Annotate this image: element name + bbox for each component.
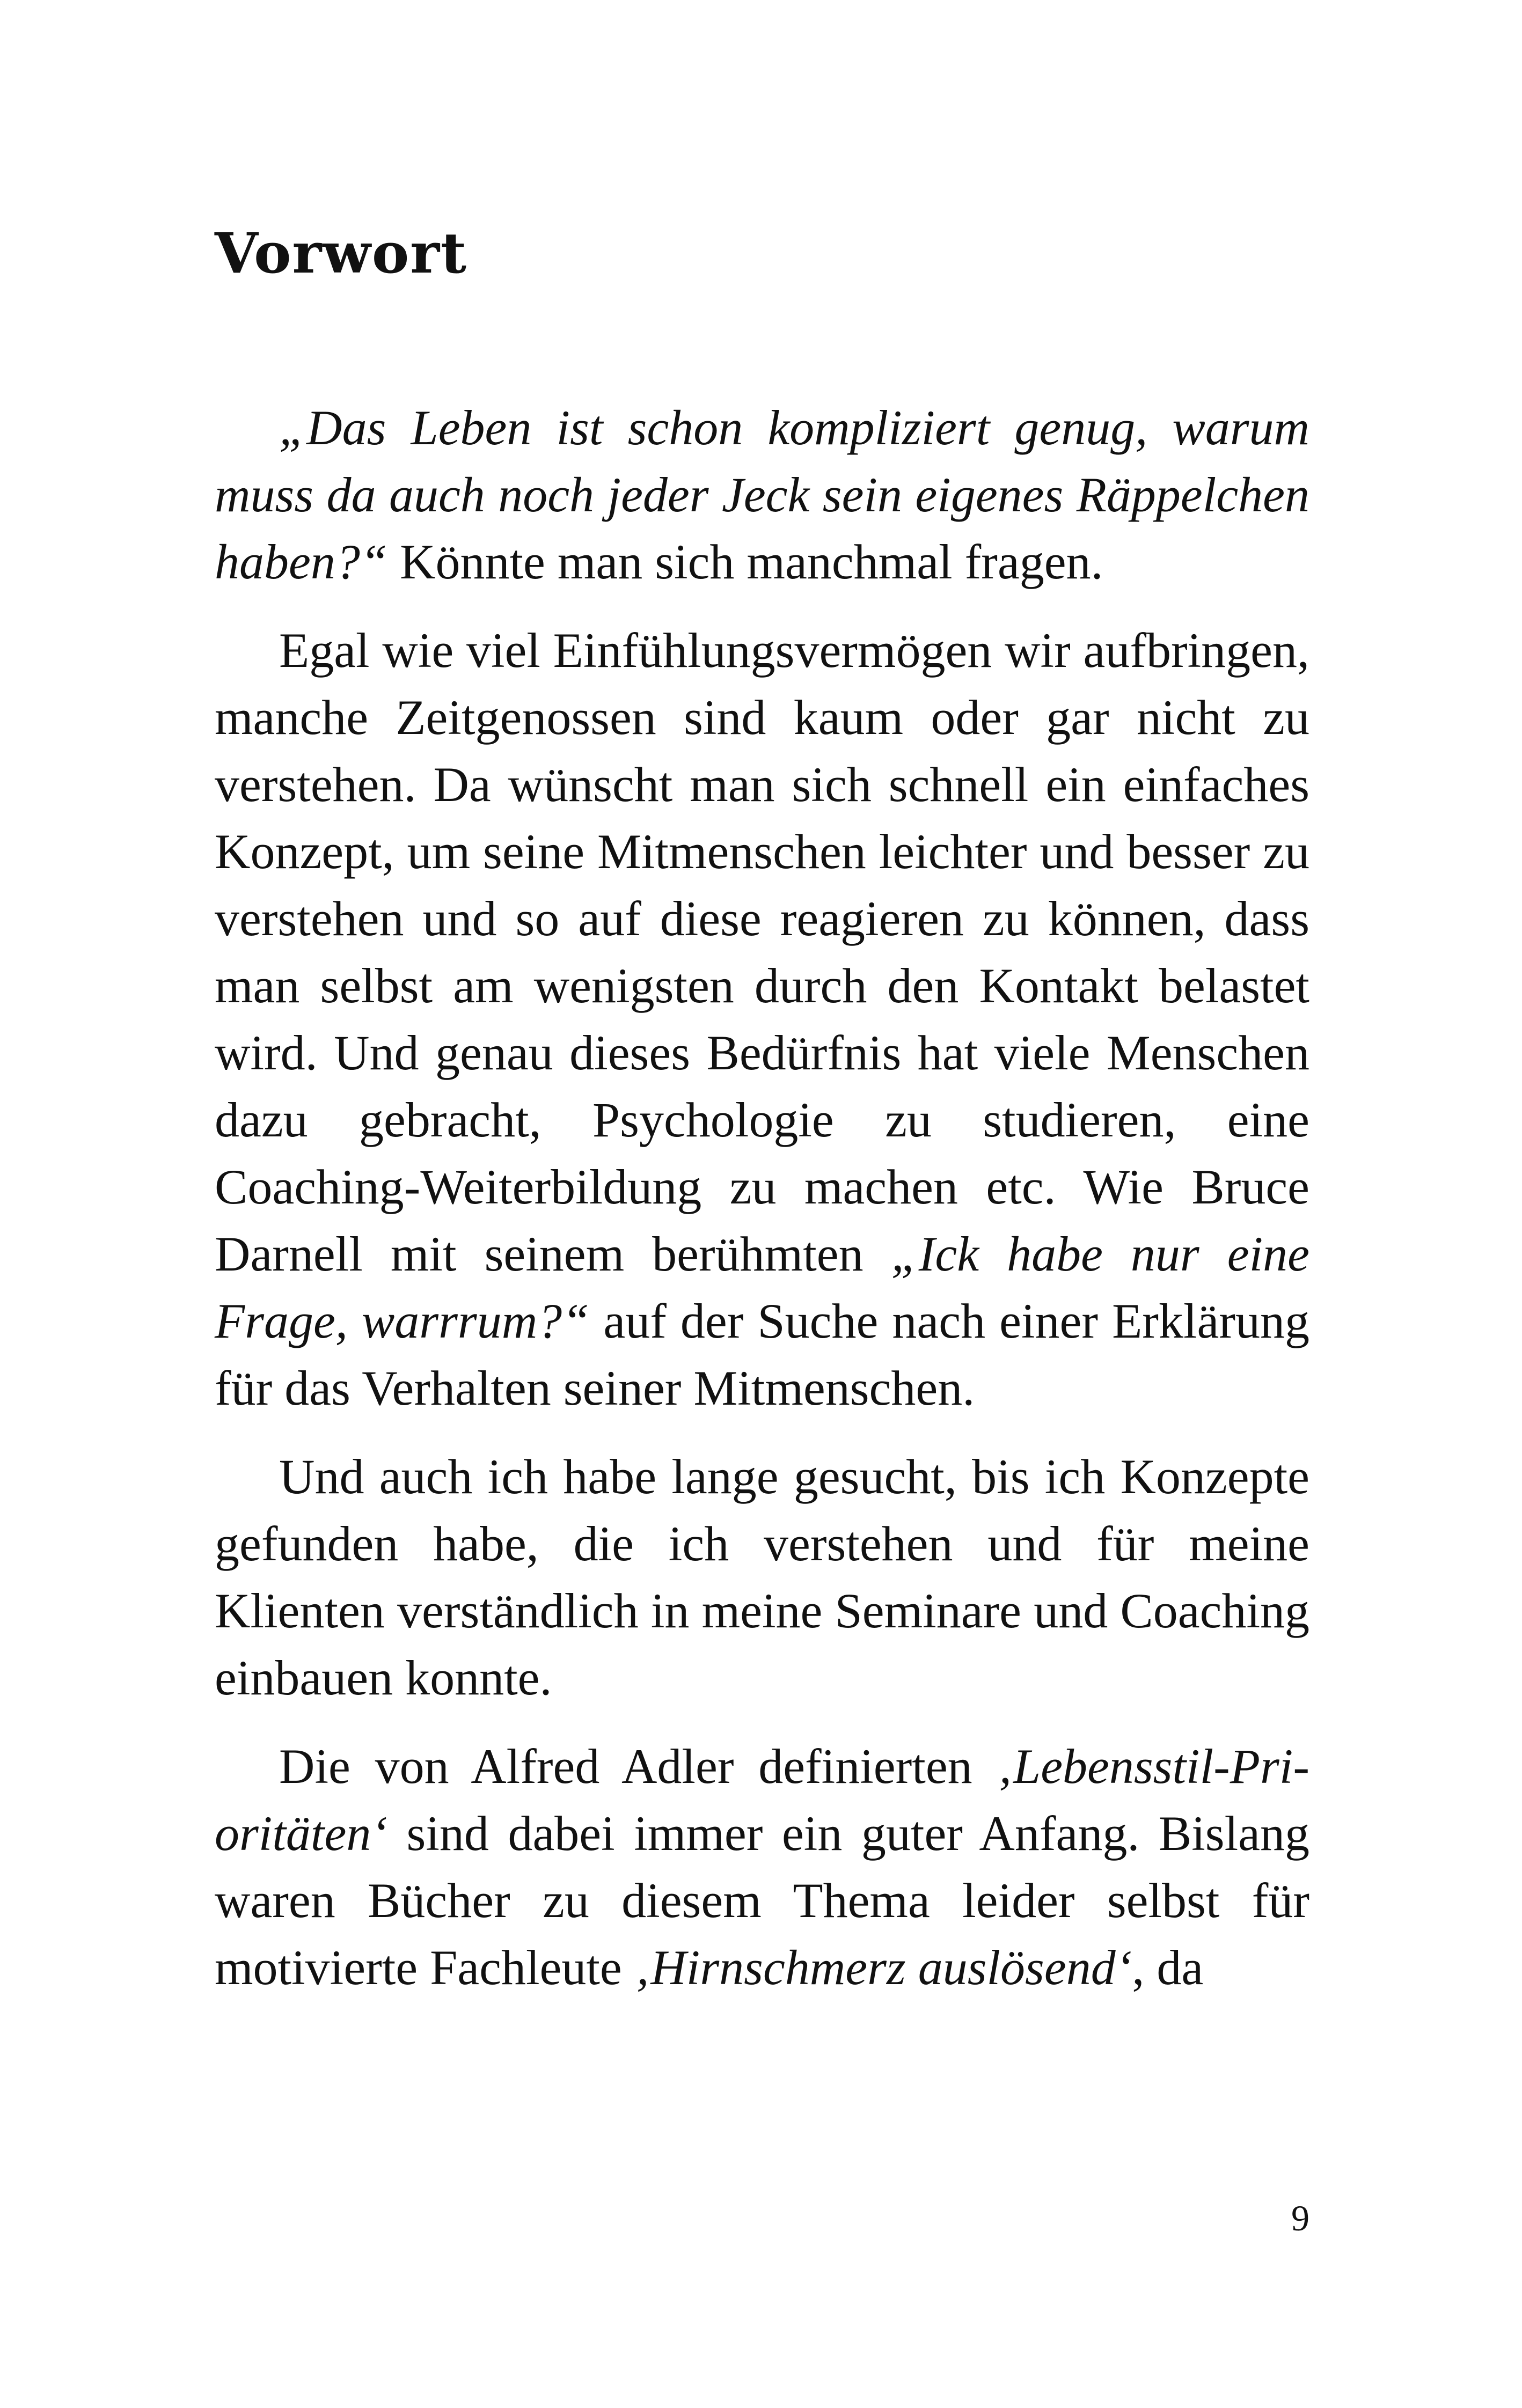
text-span: Und auch ich habe lange gesucht, bis ich Konzepte gefunden habe, die ich verstehen und für meine Klienten verständlich in meine Seminare und Coaching einbauen konnte. <box>215 1449 1309 1705</box>
paragraph-4 <box>215 1733 1309 2001</box>
italic-term: ‚Hirnschmerz auslösend‘ <box>634 1940 1132 1995</box>
text-span: , da <box>1132 1940 1204 1995</box>
page-number: 9 <box>1291 2198 1309 2238</box>
text-span: Die von Alfred Adler definierten <box>279 1739 997 1794</box>
body-text <box>215 394 1309 2001</box>
quote-text: „Das Leben ist schon kompliziert genug, warum muss da auch noch jeder Jeck sein eigenes Räppelchen haben?“ <box>215 400 1309 589</box>
chapter-title: Vorwort <box>215 220 468 286</box>
paragraph-1 <box>215 394 1309 596</box>
paragraph-3 <box>215 1443 1309 1712</box>
text-span: sind dabei immer ein guter Anfang. Bislang waren Bücher zu diesem Thema leider selbst für motivierte Fachleute <box>215 1806 1309 1995</box>
text-span: auf der Suche nach einer Erklärung für das Verhalten seiner Mitmenschen. <box>215 1294 1309 1415</box>
text-span: Egal wie viel Einfühlungsvermögen wir aufbringen, manche Zeitgenossen sind kaum oder gar nicht zu verstehen. Da wünscht man sich schnell ein einfaches Konzept, um seine Mitmenschen leichter und besser zu verstehen und so auf diese reagieren zu können, dass man selbst am wenigsten durch den Kontakt belastet wird. Und genau dieses Bedürfnis hat viele Menschen dazu gebracht, Psychologie zu studieren, eine Coaching-Weiterbildung zu machen etc. Wie Bruce Darnell mit seinem berühmten <box>215 623 1309 1281</box>
text-span: Könnte man sich manchmal fragen. <box>387 534 1103 589</box>
quote-text: „Ick habe nur eine Frage, warrrum?“ <box>215 1227 1309 1348</box>
italic-term: ‚Lebensstil-Prioritäten‘ <box>215 1739 1309 1861</box>
paragraph-2 <box>215 617 1309 1422</box>
